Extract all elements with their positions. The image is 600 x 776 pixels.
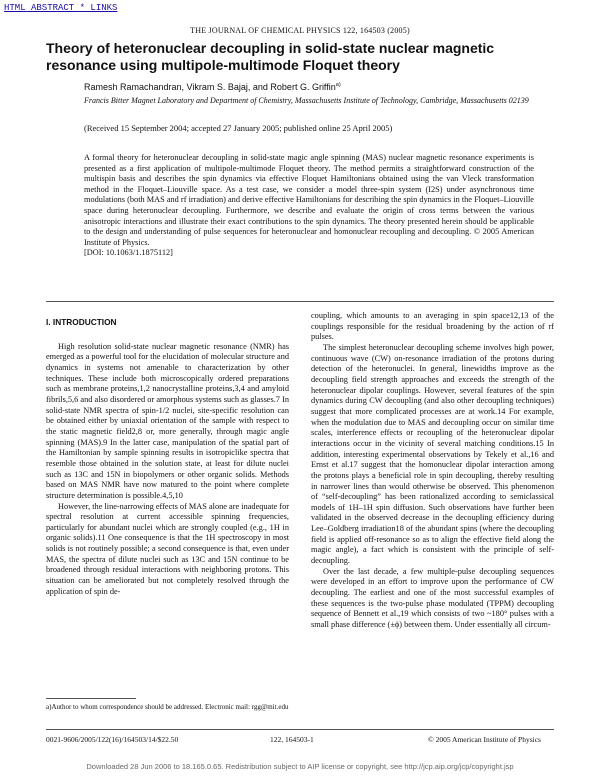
paragraph: However, the line-narrowing effects of MAS alone are inadequate for spectral resolution at current accessible spinning frequencies, particularly for abundant nuclei which are strongly coupled (e.g., 1H in organic solids).11 One consequence is that the 1H spectroscopy in most solids is not routinely possible; a second consequence is that, even under MAS, the spectra of dilute nuclei such as 13C and 15N continue to be broadened through residual interactions with neighboring protons. This situation can be ameliorated but not completely resolved through the application of spin de-	[46, 501, 289, 596]
html-abstract-links-link[interactable]: HTML ABSTRACT * LINKS	[4, 3, 118, 13]
received-dates: (Received 15 September 2004; accepted 27 January 2005; published online 25 April 2005)	[84, 123, 393, 133]
article-title: Theory of heteronuclear decoupling in solid-state nuclear magnetic resonance using multipole-multimode Floquet theory	[46, 40, 495, 73]
footer-issn: 0021-9606/2005/122(16)/164503/14/$22.50	[46, 735, 179, 744]
section-heading: I. INTRODUCTION	[46, 317, 117, 327]
right-column	[311, 311, 554, 631]
left-column	[46, 317, 289, 597]
footer-divider	[46, 729, 554, 730]
footnote: a)Author to whom correspondence should be addressed. Electronic mail: rgg@mit.edu	[46, 703, 289, 711]
paragraph: coupling, which amounts to an averaging in spin space12,13 of the couplings responsible for the residual broadening by the action of rf pulses.	[311, 311, 554, 342]
paragraph: The simplest heteronuclear decoupling scheme involves high power, continuous wave (CW) on-resonance irradiation of the protons during detection of the heteronuclei. In general, linewidths improve as the decoupling field strength approaches and exceeds the strength of the heteronuclear dipolar couplings. However, several features of the spin dynamics during CW decoupling (and also other decoupling techniques) suggest that more complicated processes are at work.14 For example, when the modulation due to MAS and decoupling occur on similar time scales, interference effects or recoupling of the heteronuclear dipolar interactions occur in the vicinity of several matching conditions.15 In addition, interesting experimental observations by Tekely et al.,16 and Ernst et al.17 suggest that the homonuclear dipolar interaction among the protons plays a beneficial role in spin decoupling, thereby resulting in narrower lines than would otherwise be observed. This phenomenon of “self-decoupling” has been rationalized according to semiclassical models of 1H–1H spin diffusion. Such observations have further been validated in the observed decrease in the decoupling efficiency during Lee–Goldberg irradiation18 of the abundant spins (where the decoupling field is applied off-resonance so as to align the effective field along the magic angle), a fact which is consistent with the principle of self-decoupling.	[311, 342, 554, 566]
footer-copyright: © 2005 American Institute of Physics	[428, 735, 541, 744]
author-names: Ramesh Ramachandran, Vikram S. Bajaj, and Robert G. Griffin	[84, 82, 336, 92]
paragraph: Over the last decade, a few multiple-pulse decoupling sequences were developed in an effort to improve upon the performance of CW decoupling. The earliest and one of the most successful examples of these sequences is the two-pulse phase modulated (TPPM) decoupling sequence of Bennett et al.,19 which consists of two ~180° pulses with a small phase difference (±ϕ) between them. Under essentially all circum-	[311, 566, 554, 630]
author-footnote-mark: a)	[335, 82, 341, 88]
abstract	[84, 153, 534, 259]
doi[interactable]: [DOI: 10.1063/1.1875112]	[84, 248, 173, 258]
footnote-divider	[46, 698, 136, 699]
footer-page-number: 122, 164503-1	[270, 735, 314, 744]
running-head: THE JOURNAL OF CHEMICAL PHYSICS 122, 164503 (2005)	[190, 26, 410, 35]
author-list	[84, 82, 341, 92]
abstract-divider	[46, 301, 554, 302]
paragraph: High resolution solid-state nuclear magnetic resonance (NMR) has emerged as a powerful tool for the elucidation of molecular structure and dynamics in systems not amenable to characterization by other techniques. These include both microscopically ordered preparations such as membrane proteins,1,2 nanocrystalline proteins,3,4 and amyloid fibrils,5,6 and also disordered or amorphous systems such as glasses.7 In solid-state NMR spectra of spin-1/2 nuclei, site-specific resolution can be obtained either by uniaxial orientation of the sample with respect to the static magnetic field2,8 or, more generally, through magic angle spinning (MAS).9 In the latter case, manipulation of the spatial part of the Hamiltonian by sample spinning results in isotropiclike spectra that resemble those obtained in the solution state, at least for dilute nuclei such as 13C and 15N in biopolymers or other organic solids. Methods based on MAS NMR have now matured to the point where complete structure determination is possible.4,5,10	[46, 341, 289, 500]
download-notice: Downloaded 28 Jun 2006 to 18.165.0.65. Redistribution subject to AIP license or copyright, see http://jcp.aip.org/jcp/copyright.jsp	[86, 762, 514, 771]
abstract-text: A formal theory for heteronuclear decoupling in solid-state magic angle spinning (MAS) nuclear magnetic resonance experiments is presented as a first application of multipole-multimode Floquet theory. The method permits a straightforward construction of the multispin basis and describes the spin dynamics via effective Floquet Hamiltonians obtained using the van Vleck transformation method in the Floquet–Liouville space. As a test case, we consider a model three-spin system (I2S) under asynchronous time modulations (both MAS and rf irradiation) and derive effective Hamiltonians for describing the spin dynamics in the Floquet–Liouville space during heteronuclear decoupling. Furthermore, we describe and evaluate the origin of cross terms between the various anisotropic interactions and illustrate their exact contributions to the spin dynamics. The theory presented herein should be applicable to the design and understanding of pulse sequences for heteronuclear and homonuclear recoupling and decoupling. © 2005 American Institute of Physics.	[84, 153, 534, 247]
affiliation: Francis Bitter Magnet Laboratory and Department of Chemistry, Massachusetts Institute of Technology, Cambridge, Massachusetts 02139	[84, 96, 529, 105]
